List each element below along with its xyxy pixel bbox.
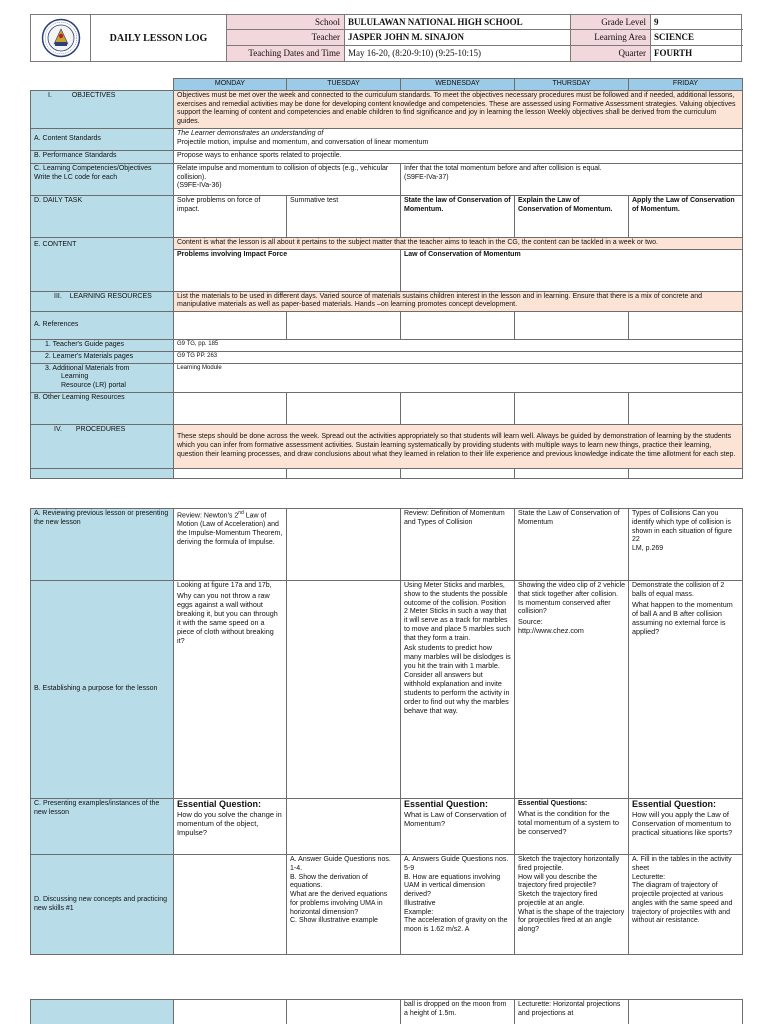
discussing-monday [174,855,287,955]
continued-friday [629,1000,743,1024]
competencies-right-code: (S9FE-IVa-37) [404,173,449,181]
grade-value: 9 [654,17,659,27]
purpose-thursday-source: Source: [518,617,543,626]
examples-tuesday [287,799,401,855]
school-label: School [227,15,345,29]
review-friday [629,509,743,581]
day-header-monday: MONDAY [174,79,287,91]
daily-task-wednesday: State the law of Conservation of Momentum. [401,195,515,237]
purpose-wednesday-b: Ask students to predict how many marbles will be dislodges is you hit the train with 1 marble. Consider all answers but withhold explanation and invite students to perform the activity in order to find out why the marbles behave that way. [404,643,511,716]
references-label: A. References [31,312,174,340]
daily-task-friday: Apply the Law of Conservation of Momentum. [629,195,743,237]
continued-label [31,1000,174,1024]
purpose-monday [174,581,287,799]
examples-wednesday-text: What is Law of Conservation of Momentum? [404,809,507,829]
logo-cell [31,15,91,61]
resources-title: LEARNING RESOURCES [69,292,152,300]
discussing-wednesday: A. Answers Guide Questions nos. 5-9 B. How are equations involving UAM in vertical dimension derived? Illustrative Example: The acceleration of gravity on the moon is 1.62 m/s2. A [401,855,515,955]
learners-materials-value: G9 TG PP. 263 [174,351,743,363]
purpose-wednesday [401,581,515,799]
performance-standards-value: Propose ways to enhance sports related to projectile. [174,150,743,163]
daily-task-thursday: Explain the Law of Conservation of Momentum. [515,195,629,237]
competencies-right [401,163,743,195]
blank-header-cell [31,79,174,91]
blank-row-tuesday [287,468,401,478]
learners-materials-label: 2. Learner's Materials pages [31,351,174,363]
other-resources-wednesday [401,392,515,424]
references-friday [629,312,743,340]
day-header-friday: FRIDAY [629,79,743,91]
blank-row-thursday [515,468,629,478]
lesson-log-header [30,14,742,62]
purpose-monday-a: Looking at figure 17a and 17b, [177,582,272,589]
content-standards-line1: The Learner demonstrates an understanding of [177,129,324,137]
blank-row-monday [174,468,287,478]
discussing-friday: A. Fill in the tables in the activity sheet Lecturette: The diagram of trajectory of projectile projected at various angles with the same speed and trajectory of projectiles with and without air resistance. [629,855,743,955]
competencies-label: C. Learning Competencies/Objectives Write the LC code for each [31,163,174,195]
day-header-thursday: THURSDAY [515,79,629,91]
examples-friday-title: Essential Question: [632,799,717,809]
other-resources-tuesday [287,392,401,424]
blank-row-label [31,468,174,478]
procedures-title: PROCEDURES [75,425,126,433]
continued-thursday: Lecturette: Horizontal projections and projections at [515,1000,629,1024]
day-header-tuesday: TUESDAY [287,79,401,91]
objectives-title: OBJECTIVES [71,91,116,99]
references-tuesday [287,312,401,340]
purpose-tuesday [287,581,401,799]
additional-materials-value: Learning Module [174,363,743,392]
content-standards-value [174,128,743,150]
other-resources-monday [174,392,287,424]
review-wednesday: Review: Definition of Momentum and Types of Collision [401,509,515,581]
daily-task-tuesday: Summative test [287,195,401,237]
review-friday-ref: LM, p.269 [632,545,664,552]
resources-label [31,291,174,312]
page-title: DAILY LESSON LOG [91,15,227,61]
other-resources-friday [629,392,743,424]
content-standards-label: A. Content Standards [31,128,174,150]
deped-seal-icon [41,18,81,58]
header-info-grid [227,15,743,61]
purpose-thursday-a: Showing the video clip of 2 vehicle that stick together after collision. Is momentum conserved after collision? [518,582,626,616]
review-thursday: State the Law of Conservation of Momentum [515,509,629,581]
discussing-thursday: Sketch the trajectory horizontally fired projectile. How will you describe the trajectory fired projectile? Sketch the trajectory fired projectile at an angle. What is the shape of the trajectory for projectiles fired at an angle along? [515,855,629,955]
examples-thursday-title: Essential Questions: [518,800,588,807]
review-tuesday [287,509,401,581]
continued-wednesday: ball is dropped on the moon from a height of 1.5m. [401,1000,515,1024]
area-label: Learning Area [571,30,651,44]
competencies-right-text: Infer that the total momentum before and after collision is equal. [404,164,602,172]
blank-row-wednesday [401,468,515,478]
examples-thursday [515,799,629,855]
purpose-wednesday-a: Using Meter Sticks and marbles, show to the students the possible outcome of the collision. Position 2 Meter Sticks in such a way that it will serve as a track for marbles to move and place 5 marbles such that they form a train. [404,582,511,642]
quarter-value: FOURTH [654,47,693,58]
examples-wednesday [401,799,515,855]
continued-monday [174,1000,287,1024]
daily-task-label: D. DAILY TASK [31,195,174,237]
purpose-thursday-url[interactable]: http://www.chez.com [518,626,584,635]
competencies-left [174,163,401,195]
examples-wednesday-title: Essential Question: [404,799,489,809]
objectives-table [30,78,743,479]
resources-note: List the materials to be used in different days. Varied source of materials sustains children interest in the lesson and in learning. Ensure that there is a mix of concrete and manipulative materials as well as paper-based materials. Hands –on learning promotes concept development. [174,291,743,312]
examples-friday [629,799,743,855]
review-friday-text: Types of Collisions Can you identify which type of collision is shown in each situation of figure 22 [632,510,733,544]
content-monday: Problems involving Impact Force [174,249,401,291]
school-value: BULULAWAN NATIONAL HIGH SCHOOL [345,15,571,29]
teachers-guide-label: 1. Teacher's Guide pages [31,340,174,352]
teacher-value: JASPER JOHN M. SINAJON [345,30,571,44]
examples-thursday-text: What is the condition for the total momentum of a system to be conserved? [518,808,620,837]
purpose-friday-a: Demonstrate the collision of 2 balls of equal mass. [632,582,725,598]
procedures-table [30,508,743,955]
review-monday-sup: nd [238,510,244,516]
content-label-text: E. CONTENT [34,240,77,248]
discussing-label: D. Discussing new concepts and practicing new skills #1 [31,855,174,955]
review-monday-b: Law of Motion (Law of Acceleration) and the Impulse-Momentum Theorem, deriving the formula of Impulse. [177,512,283,546]
examples-monday-text: How do you solve the change in momentum of the object, Impulse? [177,809,282,838]
additional-materials-label-2: Learning [61,373,89,381]
performance-standards-label: B. Performance Standards [31,150,174,163]
references-wednesday [401,312,515,340]
day-header-wednesday: WEDNESDAY [401,79,515,91]
content-note: Content is what the lesson is all about it pertains to the subject matter that the teacher aims to teach in the CG, the content can be tackled in a week or two. [174,237,743,249]
examples-label: C. Presenting examples/instances of the new lesson [31,799,174,855]
objectives-num: I. [48,91,52,99]
procedures-note: These steps should be done across the week. Spread out the activities appropriately so that students will learn well. Always be guided by demonstration of learning by the students which you can infer from formative assessment activities. Sustain learning systematically by providing students with multiple ways to learn new things, practice their learning, question their learning processes, and draw conclusions about what they learned in relation to their life experience and previous knowledge indicate the time allotment for each step. [174,424,743,468]
teacher-label: Teacher [227,30,345,44]
additional-materials-label-3: Resource (LR) portal [61,382,126,389]
review-label: A. Reviewing previous lesson or presenting the new lesson [31,509,174,581]
continued-table [30,999,743,1024]
objectives-label [31,90,174,128]
teachers-guide-value: G9 TG, pp. 185 [174,340,743,352]
dates-label: Teaching Dates and Time [227,46,345,61]
procedures-label [31,424,174,468]
purpose-label: B. Establishing a purpose for the lesson [31,581,174,799]
quarter-label: Quarter [571,46,651,61]
purpose-friday [629,581,743,799]
resources-num: III. [54,292,62,300]
objectives-note: Objectives must be met over the week and connected to the curriculum standards. To meet the objectives necessary procedures must be followed and if needed, additional lessons, exercises and remedial activities may be done for developing content knowledge and competencies. These are assessed using Formative Assessment strategies. Valuing objectives support the learning of content and competencies and enable children to find significance and joy in learning the lesson Weekly objectives shall be derived from the curriculum guides. [174,90,743,128]
content-label [31,237,174,291]
purpose-monday-b: Why can you not throw a raw eggs against a wall without breaking it, but you can through it with the same speed on a piece of cloth without breaking it? [177,590,278,645]
additional-materials-label [31,363,174,392]
area-value: SCIENCE [654,32,695,43]
discussing-tuesday: A. Answer Guide Questions nos. 1-4. B. Show the derivation of equations. What are the derived equations for problems involving UMA in horizontal dimension? C. Show illustrative example [287,855,401,955]
grade-label: Grade Level [571,15,651,29]
other-resources-thursday [515,392,629,424]
examples-friday-text: How will you apply the Law of Conservation of momentum to practical situations like sports? [632,809,733,838]
competencies-left-code: (S9FE-IVa-36) [177,182,222,190]
references-thursday [515,312,629,340]
references-monday [174,312,287,340]
content-standards-line2: Projectile motion, impulse and momentum, and conversation of linear momentum [177,138,429,146]
examples-monday [174,799,287,855]
purpose-friday-b: What happen to the momentum of ball A and B after collision assuming no external force is applied? [632,599,733,636]
other-resources-label: B. Other Learning Resources [31,392,174,424]
blank-row-friday [629,468,743,478]
review-monday-a: Review: Newton's 2 [177,512,239,520]
review-monday [174,509,287,581]
purpose-thursday [515,581,629,799]
examples-monday-title: Essential Question: [177,799,262,809]
additional-materials-label-1: 3. Additional Materials from [45,364,130,372]
continued-tuesday [287,1000,401,1024]
dates-value: May 16-20, (8:20-9:10) (9:25-10:15) [345,46,571,61]
competencies-left-text: Relate impulse and momentum to collision of objects (e.g., vehicular collision). [177,164,389,181]
content-wednesday: Law of Conservation of Momentum [401,249,743,291]
daily-task-monday: Solve problems on force of impact. [174,195,287,237]
procedures-num: IV. [54,425,62,433]
